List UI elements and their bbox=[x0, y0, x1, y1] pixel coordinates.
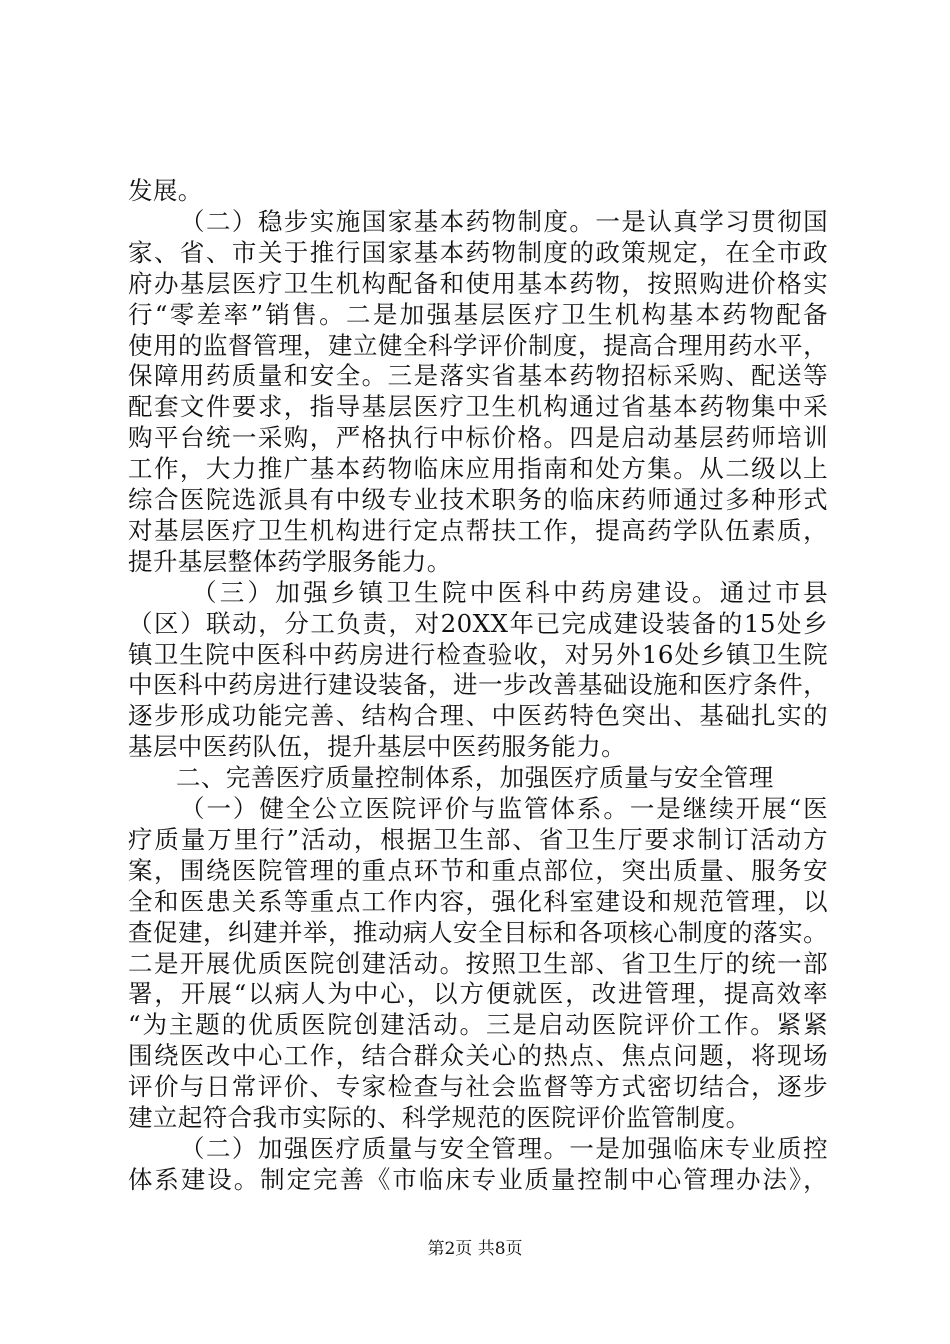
text-line: 对基层医疗卫生机构进行定点帮扶工作，提高药学队伍素质， bbox=[128, 516, 828, 545]
text-line: 查促建，纠建并举，推动病人安全目标和各项核心制度的落实。 bbox=[128, 918, 828, 947]
text-line: 二、完善医疗质量控制体系，加强医疗质量与安全管理 bbox=[176, 763, 774, 792]
text-line: 使用的监督管理，建立健全科学评价制度，提高合理用药水平， bbox=[128, 331, 828, 360]
text-line: 署，开展“以病人为中心，以方便就医，改进管理，提高效率 bbox=[128, 979, 828, 1008]
text-line: 镇卫生院中医科中药房进行检查验收，对另外16处乡镇卫生院 bbox=[128, 640, 828, 669]
text-line: 购平台统一采购，严格执行中标价格。四是启动基层药师培训 bbox=[128, 423, 828, 452]
text-line: 行“零差率”销售。二是加强基层医疗卫生机构基本药物配备 bbox=[128, 300, 828, 329]
text-line: 二是开展优质医院创建活动。按照卫生部、省卫生厅的统一部 bbox=[128, 949, 828, 978]
text-line: （区）联动，分工负责，对20XX年已完成建设装备的15处乡 bbox=[128, 609, 828, 638]
text-line: 家、省、市关于推行国家基本药物制度的政策规定，在全市政 bbox=[128, 238, 828, 267]
text-line: 中医科中药房进行建设装备，进一步改善基础设施和医疗条件， bbox=[128, 670, 828, 699]
text-line: 保障用药质量和安全。三是落实省基本药物招标采购、配送等 bbox=[128, 361, 828, 390]
text-line: 疗质量万里行”活动，根据卫生部、省卫生厅要求制订活动方 bbox=[128, 825, 828, 854]
page-footer: 第2页 共8页 bbox=[427, 1239, 523, 1259]
text-line: 配套文件要求，指导基层医疗卫生机构通过省基本药物集中采 bbox=[128, 392, 828, 421]
text-line: 逐步形成功能完善、结构合理、中医药特色突出、基础扎实的 bbox=[128, 701, 828, 730]
text-line: 综合医院选派具有中级专业技术职务的临床药师通过多种形式 bbox=[128, 485, 828, 514]
text-line: （二）稳步实施国家基本药物制度。一是认真学习贯彻国 bbox=[180, 207, 828, 236]
text-line: 围绕医改中心工作，结合群众关心的热点、焦点问题，将现场 bbox=[128, 1041, 828, 1070]
text-line: “为主题的优质医院创建活动。三是启动医院评价工作。紧紧 bbox=[128, 1010, 828, 1039]
text-line: 工作，大力推广基本药物临床应用指南和处方集。从二级以上 bbox=[128, 454, 828, 483]
text-line: （一）健全公立医院评价与监管体系。一是继续开展“医 bbox=[180, 794, 828, 823]
text-line: 体系建设。制定完善《市临床专业质量控制中心管理办法》， bbox=[128, 1165, 828, 1194]
text-line: 建立起符合我市实际的、科学规范的医院评价监管制度。 bbox=[128, 1103, 751, 1132]
text-line: 全和医患关系等重点工作内容，强化科室建设和规范管理，以 bbox=[128, 887, 828, 916]
text-line: 提升基层整体药学服务能力。 bbox=[128, 547, 452, 576]
text-line: 案，围绕医院管理的重点环节和重点部位，突出质量、服务安 bbox=[128, 856, 828, 885]
text-line: 府办基层医疗卫生机构配备和使用基本药物，按照购进价格实 bbox=[128, 269, 828, 298]
text-line: 基层中医药队伍，提升基层中医药服务能力。 bbox=[128, 732, 626, 761]
text-line: （三）加强乡镇卫生院中医科中药房建设。通过市县 bbox=[192, 578, 828, 607]
text-line: 评价与日常评价、专家检查与社会监督等方式密切结合，逐步 bbox=[128, 1072, 828, 1101]
text-line: （二）加强医疗质量与安全管理。一是加强临床专业质控 bbox=[180, 1134, 828, 1163]
text-line: 发展。 bbox=[128, 176, 203, 205]
